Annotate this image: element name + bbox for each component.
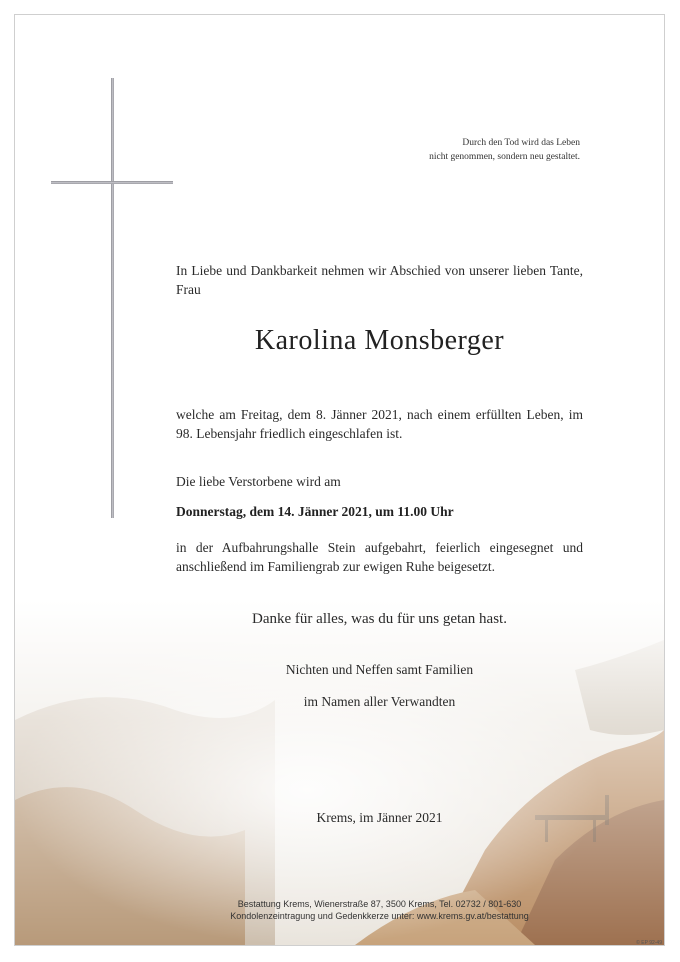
relatives-text: im Namen aller Verwandten (303, 694, 456, 709)
misty-landscape-image (15, 600, 664, 945)
print-code: © EP 92-49 (636, 940, 662, 946)
cross-vertical-bar (111, 78, 114, 518)
ceremony-text: in der Aufbahrungshalle Stein aufgebahrt, feierlich eingesegnet und anschließend im Familiengrab zur ewigen Ruhe beigesetzt. (176, 540, 583, 574)
cross-horizontal-bar (51, 181, 173, 184)
mourners-text: Nichten und Neffen samt Familien (285, 662, 474, 677)
lying-text: Die liebe Verstorbene wird am (176, 474, 341, 489)
footer (176, 898, 583, 922)
place-date: Krems, im Jänner 2021 (316, 810, 443, 825)
intro-text: In Liebe und Dankbarkeit nehmen wir Abschied von unserer lieben Tante, Frau (176, 263, 583, 297)
thanks-text: Danke für alles, was du für uns getan hast. (252, 611, 507, 627)
footer-line-2: Kondolenzeintragung und Gedenkkerze unter: www.krems.gv.at/bestattung (230, 911, 529, 921)
motto-line-1: Durch den Tod wird das Leben (462, 138, 580, 148)
motto (429, 136, 580, 164)
motto-line-2: nicht genommen, sondern neu gestaltet. (429, 152, 580, 162)
deceased-name: Karolina Monsberger (254, 325, 505, 356)
footer-line-1: Bestattung Krems, Wienerstraße 87, 3500 Krems, Tel. 02732 / 801-630 (237, 899, 522, 909)
passed-text: welche am Freitag, dem 8. Jänner 2021, nach einem erfüllten Leben, im 98. Lebensjahr friedlich eingeschlafen ist. (176, 407, 583, 441)
ceremony-date: Donnerstag, dem 14. Jänner 2021, um 11.00 Uhr (176, 504, 454, 519)
